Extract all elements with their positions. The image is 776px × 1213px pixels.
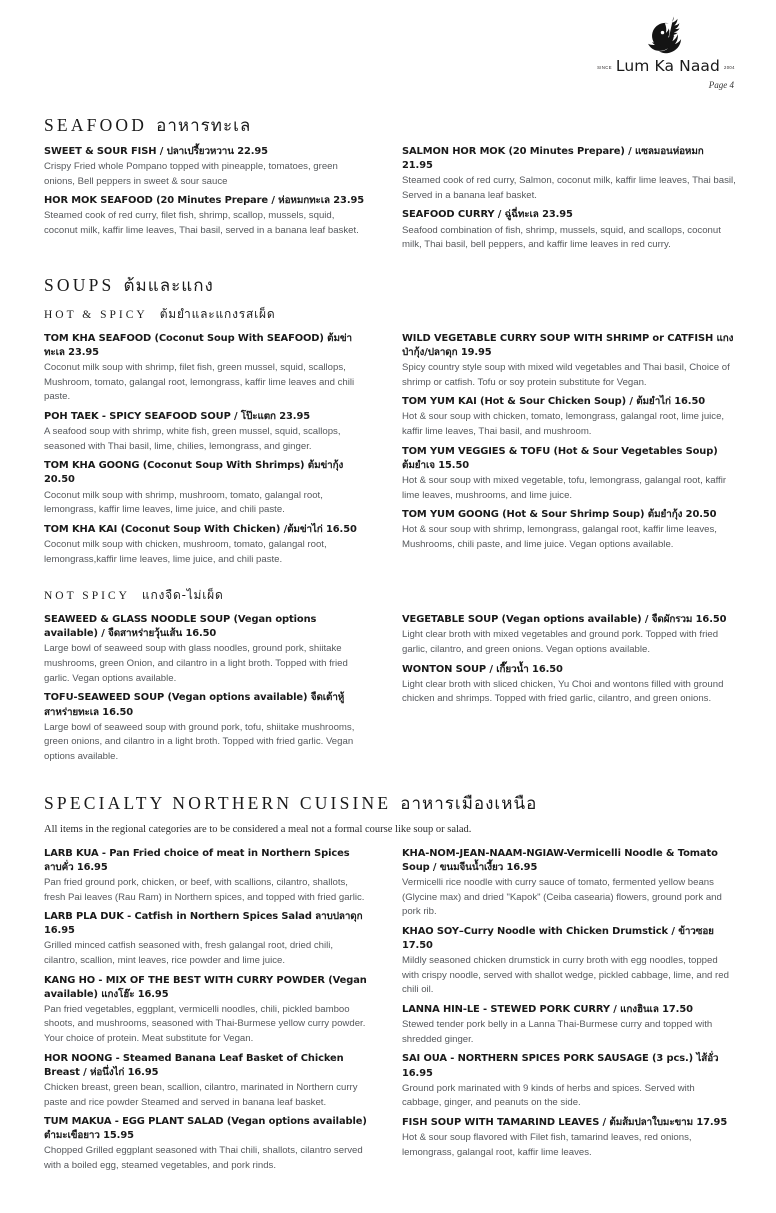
menu-item-description: Hot & sour soup with shrimp, lemongrass, galangal root, kaffir lime leaves, Mushrooms, chili paste, and lime juice. Vegan options available. (402, 524, 717, 550)
menu-item-title: HOR NOONG - Steamed Banana Leaf Basket of Chicken Breast / ห่อนึ่งไก่ 16.95 (44, 1052, 344, 1078)
menu-item[interactable] (44, 523, 368, 567)
menu-item[interactable] (402, 925, 736, 998)
section-heading-en: SEAFOOD (44, 115, 148, 135)
menu-item[interactable] (44, 691, 368, 764)
menu-item-description: Chopped Grilled eggplant seasoned with Thai chili, shallots, cilantro served with a boiled egg, steamed vegetables, and pork rinds. (44, 1145, 363, 1172)
not-spicy-left-column (44, 613, 390, 769)
subsection-heading-th: แกงจืด-ไม่เผ็ด (141, 588, 224, 603)
soups-right-column (390, 332, 736, 572)
menu-item-title: HOR MOK SEAFOOD (20 Minutes Prepare / ห่อหมกทะเล 23.95 (44, 195, 365, 207)
menu-item-title: TOM YUM KAI (Hot & Sour Chicken Soup) / ต้มยำไก่ 16.50 (402, 396, 705, 408)
section-heading-en: SPECIALTY NORTHERN CUISINE (44, 792, 392, 813)
logo-block (596, 14, 736, 75)
menu-item-title: TUM MAKUA - EGG PLANT SALAD (Vegan options available) ตำมะเขือยาว 15.95 (44, 1116, 367, 1142)
subsection-heading-not-spicy (44, 586, 736, 605)
menu-item-description: Large bowl of seaweed soup with glass noodles, ground pork, shiitake mushrooms, green Onion, and cilantro in a light broth. Topped with fried garlic. Vegan options available. (44, 643, 348, 684)
menu-item[interactable] (44, 459, 368, 517)
menu-item-description: Large bowl of seaweed soup with ground pork, tofu, shiitake mushrooms, green onions, and cilantro in a light broth. Topped with fried garlic. Vegan options available. (44, 721, 355, 762)
menu-item-title: SAI OUA - NORTHERN SPICES PORK SAUSAGE (3 pcs.) ไส้อั่ว 16.95 (402, 1053, 719, 1079)
not-spicy-columns (44, 613, 736, 769)
menu-item-description: Pan fried vegetables, eggplant, vermicelli noodles, chili, pickled bamboo shoots, and mushrooms, seasoned with Thai-Burmese yellow curry powder. Your choice of protein. Meat substitute for Vegan. (44, 1003, 366, 1045)
menu-item[interactable] (402, 332, 736, 390)
menu-item-title: TOM YUM GOONG (Hot & Sour Shrimp Soup) ต้มยำกุ้ง 20.50 (402, 509, 717, 521)
menu-item-description: Chicken breast, green bean, scallion, cilantro, marinated in Northern curry paste and rice powder Steamed and served in banana leaf basket. (44, 1081, 358, 1108)
menu-item-description: Crispy Fried whole Pompano topped with pineapple, tomatoes, green onions, Bell peppers in sweet & sour sauce (44, 161, 338, 187)
northern-columns (44, 847, 736, 1179)
menu-item-title: POH TAEK - SPICY SEAFOOD SOUP / โป๊ะแตก 23.95 (44, 411, 310, 423)
menu-item[interactable] (402, 1003, 736, 1047)
menu-item[interactable] (44, 194, 368, 238)
section-seafood (44, 112, 736, 258)
section-heading-soups (44, 272, 736, 299)
menu-item[interactable] (44, 847, 368, 905)
section-heading-th: ต้มและแกง (123, 275, 214, 296)
seafood-left-column (44, 145, 390, 258)
menu-item-description: Hot & sour soup with mixed vegetable, tofu, lemongrass, galangal root, kaffir lime leaves, mushrooms, and lime juice. (402, 474, 727, 501)
menu-item-description: Vermicelli rice noodle with curry sauce of tomato, fermented yellow beans (Glycine max) and dried "Kapok" (Ceiba casearia) flowers, ground pork and pork rib. (402, 876, 722, 918)
menu-item-description: Spicy country style soup with mixed wild vegetables and Thai basil, Choice of shrimp or catfish. Tofu or soy protein substitute for Vegan. (402, 362, 730, 388)
section-soups (44, 272, 736, 572)
menu-item-title: VEGETABLE SOUP (Vegan options available) / จืดผักรวม 16.50 (402, 614, 727, 626)
menu-item[interactable] (402, 1116, 736, 1160)
subsection-heading-en: HOT & SPICY (44, 308, 148, 321)
menu-item-title: SALMON HOR MOK (20 Minutes Prepare) / แซลมอนห่อหมก 21.95 (402, 146, 704, 172)
menu-item-title: TOM KHA SEAFOOD (Coconut Soup With SEAFOOD) ต้มข่าทะเล 23.95 (44, 332, 352, 358)
menu-item[interactable] (402, 847, 736, 920)
menu-item-description: Hot & sour soup with chicken, tomato, lemongrass, galangal root, lime juice, kaffir lime leaves, Thai basil, and mushroom. (402, 411, 725, 438)
menu-item-description: Steamed cook of red curry, Salmon, coconut milk, kaffir lime leaves, Thai basil, Served in a banana leaf basket. (402, 175, 736, 201)
menu-item-title: WILD VEGETABLE CURRY SOUP WITH SHRIMP or CATFISH แกงป่ากุ้ง/ปลาดุก 19.95 (402, 332, 734, 358)
northern-right-column (390, 847, 736, 1179)
menu-item[interactable] (44, 1052, 368, 1110)
menu-item-title: SWEET & SOUR FISH / ปลาเปรี้ยวหวาน 22.95 (44, 146, 268, 157)
menu-item-description: Pan fried ground pork, chicken, or beef, with scallions, cilantro, shallots, fresh Pai leaves (Rau Ram) in Northern spices, and topped with fried garlic. (44, 876, 365, 903)
menu-item-description: Stewed tender pork belly in a Lanna Thai-Burmese curry and topped with shredded ginger. (402, 1019, 713, 1045)
menu-item-title: KHAO SOY–Curry Noodle with Chicken Drumstick / ข้าวซอย 17.50 (402, 925, 714, 951)
menu-item[interactable] (402, 508, 736, 552)
menu-item-description: Grilled minced catfish seasoned with, fresh galangal root, dried chili, cilantro, scallion, mint leaves, rice powder and lime juice. (44, 940, 334, 967)
menu-item[interactable] (402, 395, 736, 439)
menu-item-title: TOFU-SEAWEED SOUP (Vegan options available) จืดเต้าหู้สาหร่ายทะเล 16.50 (44, 692, 345, 718)
menu-item-description: Light clear broth with sliced chicken, Yu Choi and wontons filled with ground chicken and shrimps. Topped with fried garlic, cilantro, and green onions. (402, 678, 724, 705)
menu-item-description: A seafood soup with shrimp, white fish, green mussel, squid, scallops, seasoned with Thai basil, lime, chilies, lemongrass, and ginger. (44, 426, 341, 452)
menu-item-description: Coconut milk soup with shrimp, filet fish, green mussel, squid, scallops, Mushroom, tomato, galangal root, lemongrass, kaffir lime leaves and chili paste. (44, 362, 355, 403)
menu-item[interactable] (44, 613, 368, 686)
section-northern-cuisine (44, 790, 736, 1179)
menu-item-description: Seafood combination of fish, shrimp, mussels, squid, and scallops, coconut milk, Thai basil, bell peppers, and kaffir lime leaves in red curry. (402, 224, 721, 251)
menu-item-title: FISH SOUP WITH TAMARIND LEAVES / ต้มส้มปลาใบมะขาม 17.95 (402, 1116, 728, 1128)
menu-item-title: LARB KUA - Pan Fried choice of meat in Northern Spices ลาบคั่ว 16.95 (44, 847, 350, 873)
section-heading-seafood (44, 112, 736, 139)
brand-header (44, 0, 736, 110)
menu-item-title: TOM YUM VEGGIES & TOFU (Hot & Sour Vegetables Soup) ต้มยำเจ 15.50 (402, 445, 718, 471)
menu-item-title: KANG HO - MIX OF THE BEST WITH CURRY POWDER (Vegan available) แกงโฮ๊ะ 16.95 (44, 974, 367, 1000)
menu-item[interactable] (44, 410, 368, 454)
seafood-columns (44, 145, 736, 258)
logo-brand-name: Lum Ka Naad (615, 57, 720, 75)
menu-item[interactable] (44, 1115, 368, 1173)
section-heading-th: อาหารเมืองเหนือ (400, 793, 538, 814)
menu-item-description: Light clear broth with mixed vegetables and ground pork. Topped with fried garlic, cilantro, and green onions. Vegan options available. (402, 629, 719, 656)
menu-item-description: Mildly seasoned chicken drumstick in curry broth with egg noodles, topped with crispy noodle, served with shallot wedge, pickled cabbage, lime, and red chili oil. (402, 955, 729, 996)
menu-item-description: Coconut milk soup with chicken, mushroom, tomato, galangal root, lemongrass,kaffir lime leaves, lime juice, and chili paste. (44, 538, 327, 565)
menu-item-title: TOM KHA KAI (Coconut Soup With Chicken) /ต้มข่าไก่ 16.50 (44, 523, 357, 535)
menu-item-title: KHA-NOM-JEAN-NAAM-NGIAW-Vermicelli Noodle & Tomato Soup / ขนมจีนน้ำเงี้ยว 16.95 (402, 847, 718, 873)
menu-item[interactable] (402, 663, 736, 707)
phoenix-bird-logo-icon (643, 14, 689, 58)
menu-item[interactable] (402, 1052, 736, 1110)
menu-item-description: Steamed cook of red curry, filet fish, shrimp, scallop, mussels, squid, coconut milk, kaffir lime leaves, Thai basil, served in a banana leaf basket. (44, 210, 359, 237)
menu-item-title: LANNA HIN-LE - STEWED PORK CURRY / แกงฮินเล 17.50 (402, 1004, 693, 1016)
menu-item[interactable] (402, 145, 736, 203)
menu-item-description: Ground pork marinated with 9 kinds of herbs and spices. Served with cabbage, ginger, and peanuts on the side. (402, 1082, 695, 1109)
seafood-right-column (390, 145, 736, 258)
subsection-heading-en: NOT SPICY (44, 590, 130, 603)
menu-item-title: TOM KHA GOONG (Coconut Soup With Shrimps) ต้มข่ากุ้ง 20.50 (44, 460, 344, 486)
menu-item[interactable] (44, 910, 368, 968)
soups-columns (44, 332, 736, 572)
page-number: Page 4 (708, 79, 734, 90)
section-heading-northern (44, 790, 736, 817)
northern-left-column (44, 847, 390, 1179)
not-spicy-right-column (390, 613, 736, 769)
section-heading-th: อาหารทะเล (156, 116, 252, 136)
section-not-spicy (44, 586, 736, 769)
section-note: All items in the regional categories are to be considered a meal not a formal course like soup or salad. (44, 823, 472, 835)
menu-item-title: LARB PLA DUK - Catfish in Northern Spices Salad ลาบปลาดุก 16.95 (44, 911, 363, 937)
subsection-heading-hot-spicy (44, 305, 736, 324)
soups-left-column (44, 332, 390, 572)
subsection-heading-th: ต้มยำและแกงรสเผ็ด (159, 306, 276, 321)
menu-item-description: Hot & sour soup flavored with Filet fish, tamarind leaves, red onions, lemongrass, galangal root, kaffir lime leaves. (402, 1131, 692, 1158)
menu-item[interactable] (402, 208, 736, 252)
menu-item[interactable] (402, 445, 736, 503)
menu-item-title: SEAFOOD CURRY / ฉู่ฉี่ทะเล 23.95 (402, 209, 573, 221)
menu-item[interactable] (402, 613, 736, 657)
menu-item-description: Coconut milk soup with shrimp, mushroom, tomato, galangal root, lemongrass, kaffir lime leaves, lime juice, and chili paste. (44, 489, 323, 516)
menu-item[interactable] (44, 974, 368, 1047)
menu-item-title: SEAWEED & GLASS NOODLE SOUP (Vegan options available) / จืดสาหร่ายวุ้นเส้น 16.50 (44, 614, 317, 640)
menu-item[interactable] (44, 332, 368, 405)
logo-wordmark (597, 59, 735, 75)
logo-since-right: 2004 (723, 64, 735, 70)
menu-item[interactable] (44, 145, 368, 189)
menu-item-title: WONTON SOUP / เกี๊ยวน้ำ 16.50 (402, 663, 563, 675)
logo-since-left: SINCE (597, 64, 612, 70)
section-heading-en: SOUPS (44, 274, 115, 295)
